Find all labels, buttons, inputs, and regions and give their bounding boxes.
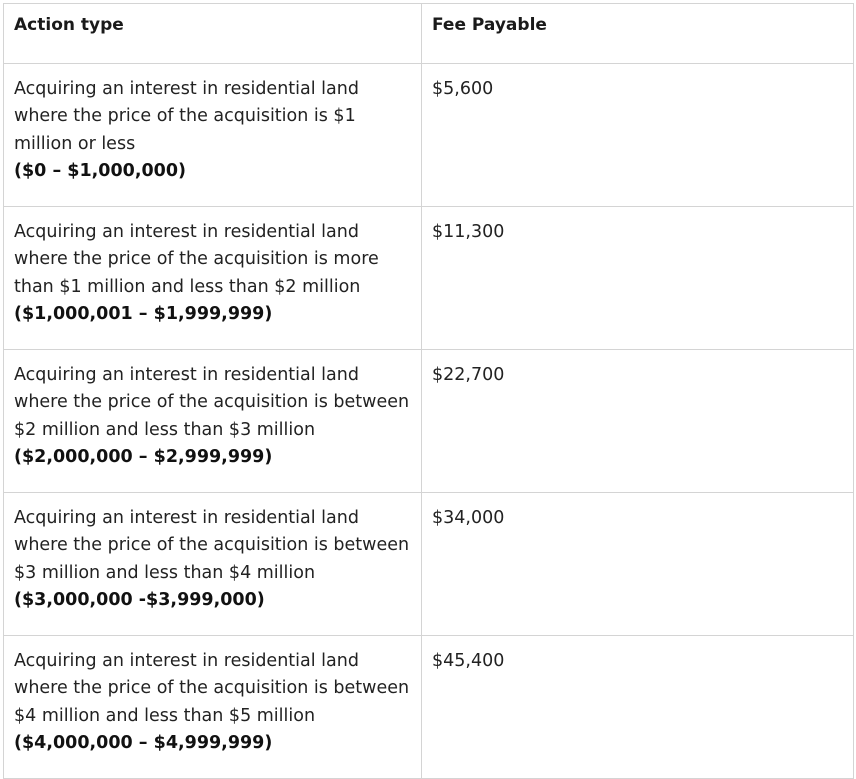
header-action-type: Action type [4, 4, 422, 64]
action-description: Acquiring an interest in residential land where the price of the acquisition is more than $1 million and less than $2 million [14, 222, 379, 297]
table-row [4, 64, 854, 207]
fee-cell: $45,400 [422, 636, 854, 779]
table-row [4, 636, 854, 779]
table-row [4, 207, 854, 350]
price-range: ($0 – $1,000,000) [14, 160, 186, 181]
price-range: ($3,000,000 -$3,999,000) [14, 589, 265, 610]
fee-table [3, 3, 854, 779]
action-description: Acquiring an interest in residential land where the price of the acquisition is between $3 million and less than $4 million [14, 508, 410, 583]
fee-cell: $11,300 [422, 207, 854, 350]
action-description: Acquiring an interest in residential land where the price of the acquisition is between $2 million and less than $3 million [14, 365, 410, 440]
action-cell [4, 493, 422, 636]
action-cell [4, 64, 422, 207]
table-row [4, 493, 854, 636]
header-fee-payable: Fee Payable [422, 4, 854, 64]
table-row [4, 350, 854, 493]
action-cell [4, 207, 422, 350]
price-range: ($1,000,001 – $1,999,999) [14, 303, 273, 324]
price-range: ($2,000,000 – $2,999,999) [14, 446, 273, 467]
fee-cell: $34,000 [422, 493, 854, 636]
action-description: Acquiring an interest in residential land where the price of the acquisition is between $4 million and less than $5 million [14, 651, 410, 726]
action-cell [4, 350, 422, 493]
price-range: ($4,000,000 – $4,999,999) [14, 732, 273, 753]
action-description: Acquiring an interest in residential land where the price of the acquisition is $1 million or less [14, 79, 359, 154]
fee-cell: $22,700 [422, 350, 854, 493]
action-cell [4, 636, 422, 779]
fee-cell: $5,600 [422, 64, 854, 207]
table-header-row [4, 4, 854, 64]
